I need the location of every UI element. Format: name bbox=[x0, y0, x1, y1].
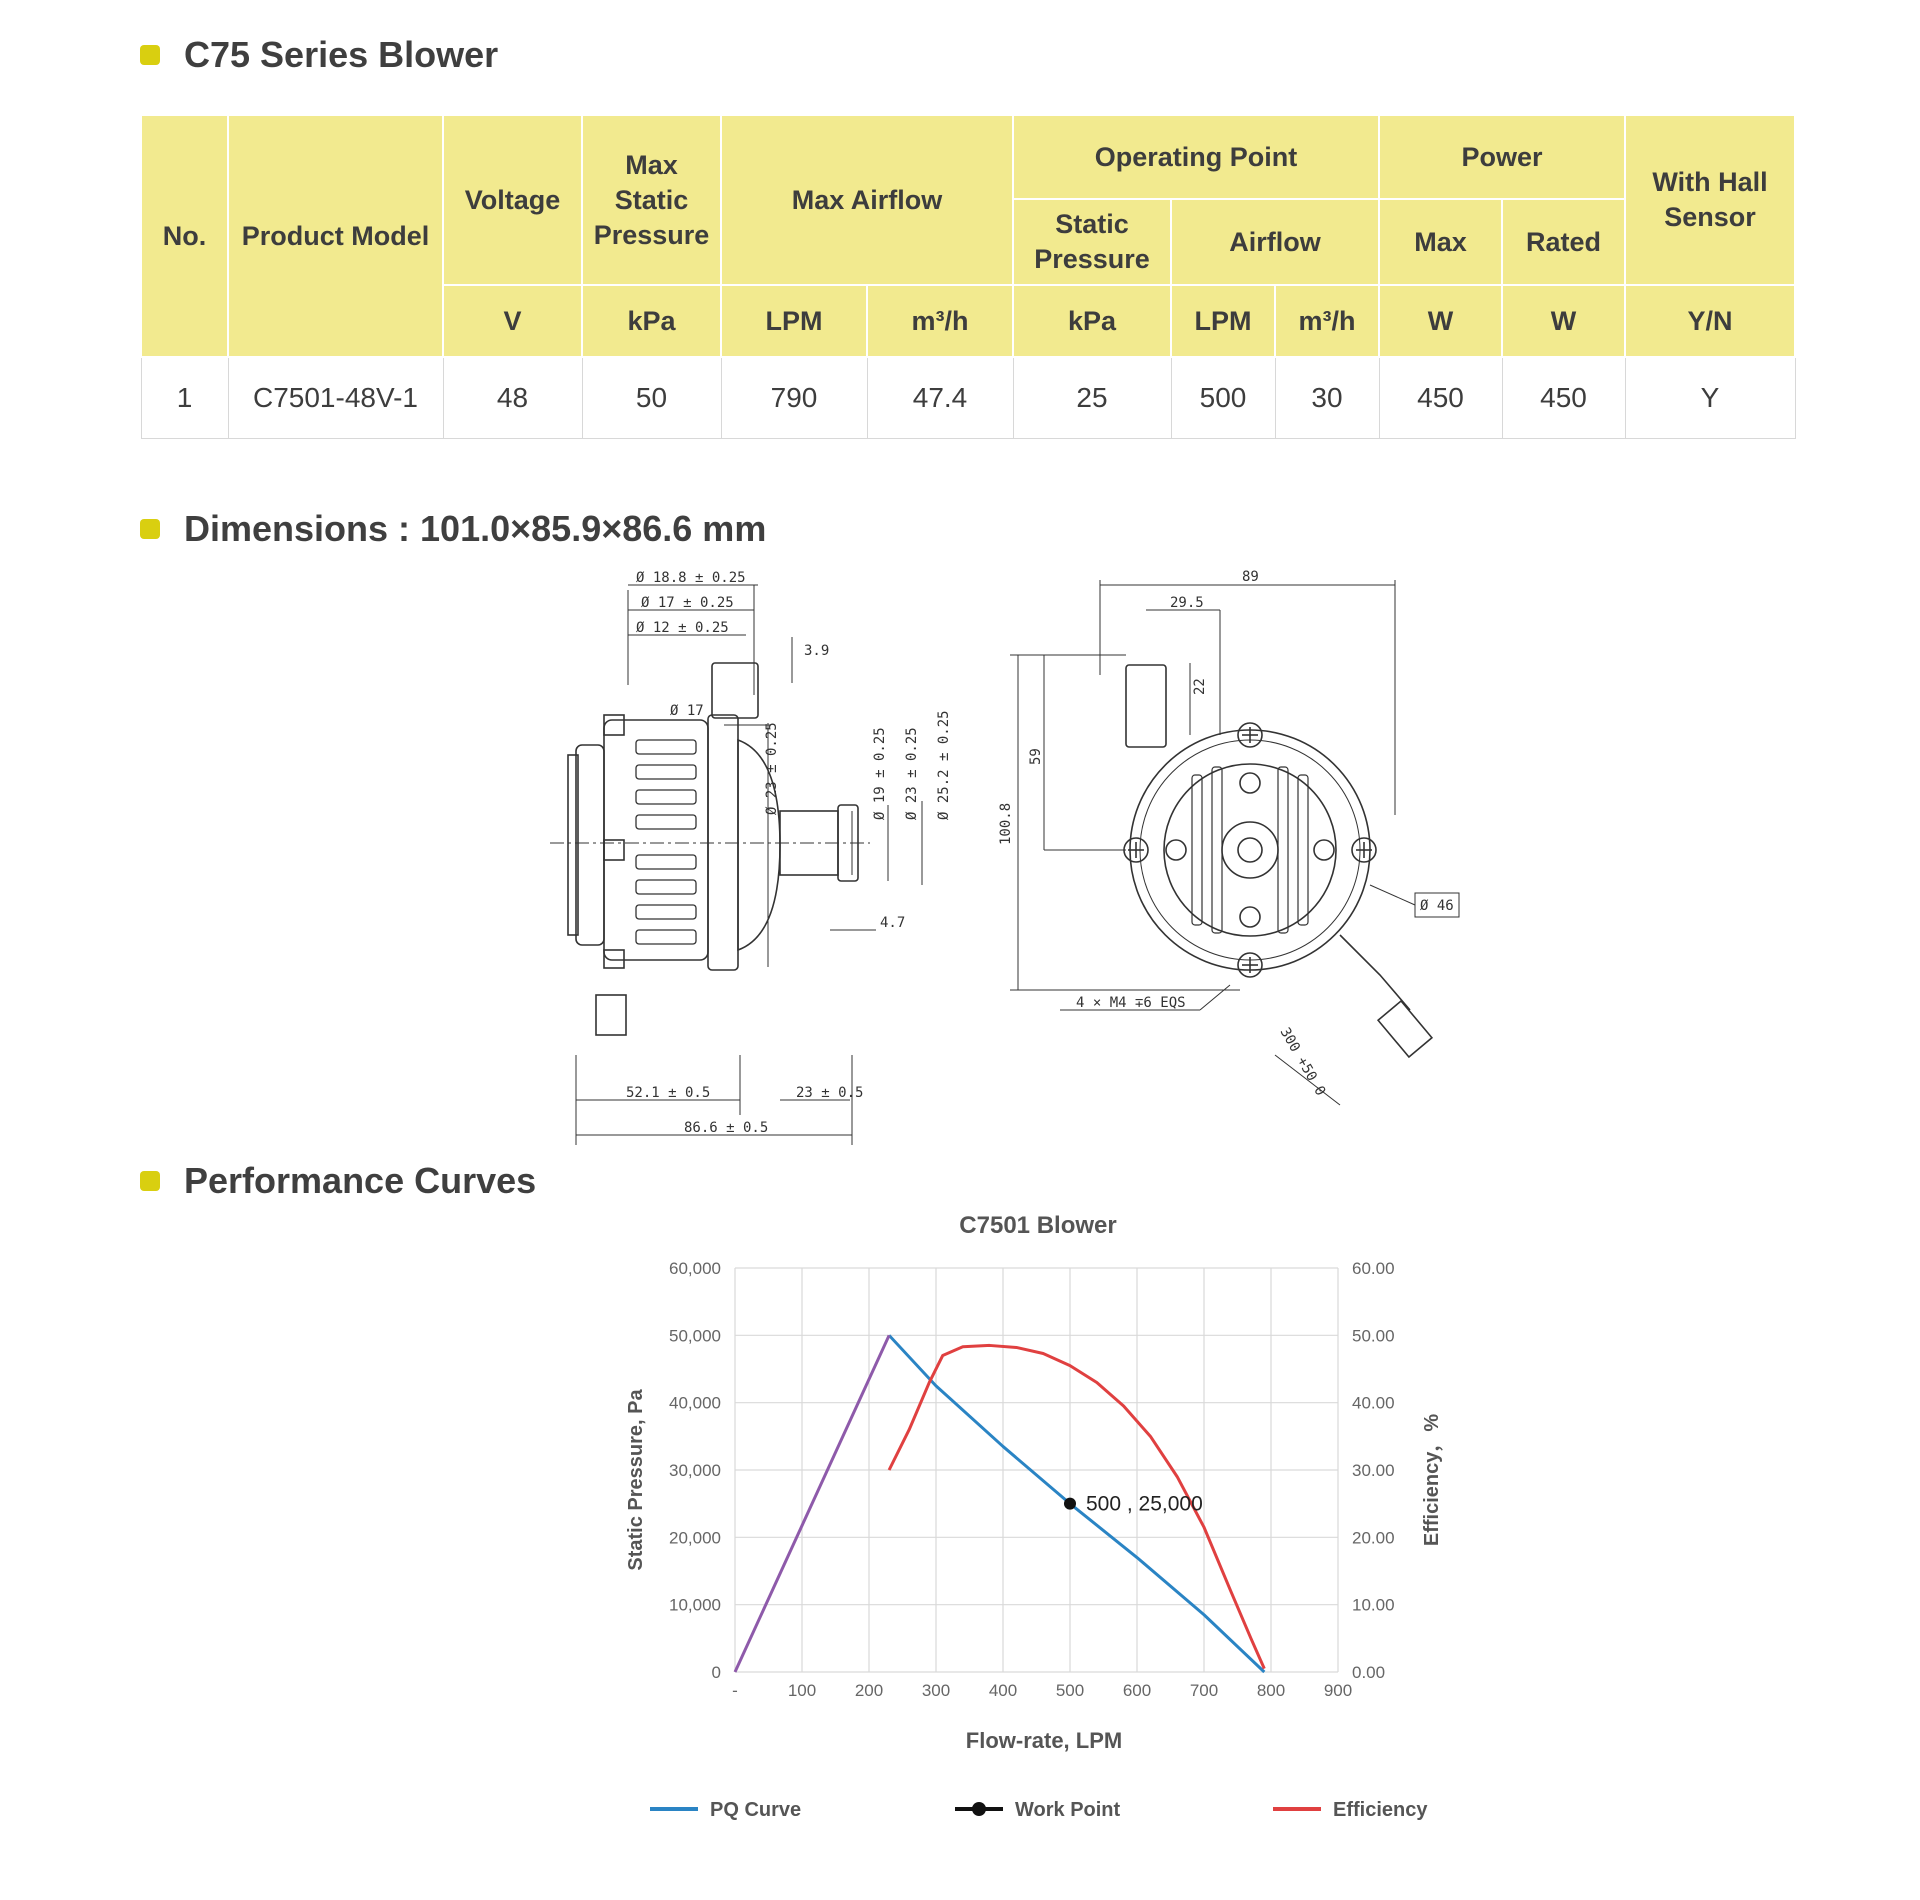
legend-label: PQ Curve bbox=[710, 1799, 802, 1821]
front-view bbox=[998, 569, 1459, 1105]
dim-d17b: Ø 17 bbox=[670, 703, 704, 719]
header-power-rated: Rated bbox=[1502, 199, 1625, 285]
front-fins bbox=[1192, 767, 1308, 933]
side-fins bbox=[636, 740, 696, 944]
dim-d47: 4.7 bbox=[880, 915, 906, 931]
header-no: No. bbox=[141, 115, 228, 357]
dim-d521: 52.1 ± 0.5 bbox=[626, 1085, 711, 1101]
chart-marks bbox=[735, 1335, 1264, 1672]
section-bullet-icon bbox=[140, 519, 160, 539]
cell-max-airflow-lpm: 790 bbox=[721, 357, 867, 439]
front-screws bbox=[1124, 723, 1376, 977]
dim-d18: Ø 18.8 ± 0.25 bbox=[636, 570, 746, 586]
front-cable bbox=[1340, 935, 1410, 1010]
y-axis-label: Static Pressure, Pa bbox=[625, 1389, 647, 1571]
dim-d19: Ø 19 ± 0.25 bbox=[872, 727, 888, 820]
y2-tick-label: 20.00 bbox=[1352, 1528, 1395, 1548]
dim-d23c: 23 ± 0.5 bbox=[796, 1085, 864, 1101]
header-power: Power bbox=[1379, 115, 1625, 199]
side-view bbox=[550, 570, 952, 1145]
dim-d89: 89 bbox=[1242, 569, 1259, 585]
section-title-dimensions bbox=[140, 508, 766, 550]
cell-op-static-pressure: 25 bbox=[1013, 357, 1171, 439]
header-op-static-pressure: Static Pressure bbox=[1013, 199, 1171, 285]
header-op-airflow: Airflow bbox=[1171, 199, 1379, 285]
legend-label: Work Point bbox=[1015, 1799, 1121, 1821]
section-title-text: Performance Curves bbox=[184, 1160, 537, 1201]
front-connector bbox=[1378, 1001, 1432, 1057]
y-tick-label: 20,000 bbox=[669, 1528, 721, 1548]
cell-hall-sensor: Y bbox=[1625, 357, 1795, 439]
header-power-max: Max bbox=[1379, 199, 1502, 285]
header-max-airflow: Max Airflow bbox=[721, 115, 1013, 285]
performance-chart bbox=[560, 1195, 1460, 1855]
legend-dot bbox=[972, 1802, 986, 1816]
y-tick-label: 10,000 bbox=[669, 1595, 721, 1615]
header-max-static-pressure: Max Static Pressure bbox=[582, 115, 721, 285]
dim-d46: Ø 46 bbox=[1420, 898, 1454, 914]
unit-voltage: V bbox=[443, 285, 582, 357]
y2-tick-label: 40.00 bbox=[1352, 1393, 1395, 1413]
x-axis-label: Flow-rate, LPM bbox=[965, 1728, 1123, 1753]
y2-tick-label: 50.00 bbox=[1352, 1326, 1395, 1346]
cell-no: 1 bbox=[141, 357, 228, 439]
x-tick-label: 500 bbox=[1055, 1681, 1085, 1700]
y2-tick-label: 10.00 bbox=[1352, 1595, 1395, 1615]
chart-axes bbox=[669, 1259, 1395, 1700]
front-hub bbox=[1222, 822, 1278, 878]
work-point-marker bbox=[1064, 1498, 1076, 1510]
side-connector bbox=[596, 995, 626, 1035]
section-title-blower bbox=[140, 34, 498, 76]
y-tick-label: 40,000 bbox=[669, 1393, 721, 1413]
front-shaft bbox=[1238, 838, 1262, 862]
spec-table bbox=[140, 114, 1796, 439]
header-operating-point: Operating Point bbox=[1013, 115, 1379, 199]
section-title-curves bbox=[140, 1160, 536, 1202]
x-tick-label: 100 bbox=[787, 1681, 817, 1700]
dim-d39: 3.9 bbox=[804, 643, 830, 659]
dim-d1008: 100.8 bbox=[998, 802, 1014, 845]
dim-d17: Ø 17 ± 0.25 bbox=[641, 595, 734, 611]
chart-legend bbox=[650, 1799, 1428, 1821]
x-tick-label: 800 bbox=[1256, 1681, 1286, 1700]
unit-op-static-pressure: kPa bbox=[1013, 285, 1171, 357]
y-tick-label: 0 bbox=[711, 1663, 721, 1682]
x-tick-label: 900 bbox=[1323, 1681, 1353, 1700]
table-row bbox=[141, 357, 1795, 439]
unit-power-max: W bbox=[1379, 285, 1502, 357]
cell-power-rated: 450 bbox=[1502, 357, 1625, 439]
cell-op-airflow-m3h: 30 bbox=[1275, 357, 1379, 439]
x-tick-label: 300 bbox=[921, 1681, 951, 1700]
side-dimension-lines bbox=[576, 585, 922, 1145]
unit-op-airflow-lpm: LPM bbox=[1171, 285, 1275, 357]
header-voltage: Voltage bbox=[443, 115, 582, 285]
dim-screws: 4 × M4 ∓6 EQS bbox=[1076, 995, 1186, 1011]
dim-d252: Ø 25.2 ± 0.25 bbox=[936, 710, 952, 820]
cell-max-static-pressure: 50 bbox=[582, 357, 721, 439]
front-motor-ring bbox=[1164, 764, 1336, 936]
x-tick-label: 200 bbox=[854, 1681, 884, 1700]
cell-model: C7501-48V-1 bbox=[228, 357, 443, 439]
dim-d22: 22 bbox=[1192, 678, 1208, 695]
cell-power-max: 450 bbox=[1379, 357, 1502, 439]
work-point-label: 500 , 25,000 bbox=[1086, 1492, 1203, 1516]
header-hall-sensor: With Hall Sensor bbox=[1625, 115, 1795, 285]
y2-axis-label: Efficiency，% bbox=[1421, 1413, 1443, 1547]
front-outlet bbox=[1126, 665, 1166, 747]
dim-cable: 300 +50 0 bbox=[1276, 1025, 1329, 1099]
section-bullet-icon bbox=[140, 1171, 160, 1191]
unit-power-rated: W bbox=[1502, 285, 1625, 357]
cell-max-airflow-m3h: 47.4 bbox=[867, 357, 1013, 439]
y-tick-label: 30,000 bbox=[669, 1461, 721, 1480]
x-tick-label: - bbox=[732, 1681, 738, 1700]
section-title-text: C75 Series Blower bbox=[184, 34, 499, 75]
x-tick-label: 400 bbox=[988, 1681, 1018, 1700]
dimension-drawing bbox=[540, 555, 1460, 1155]
dim-d59: 59 bbox=[1028, 748, 1044, 765]
side-screw-top bbox=[604, 715, 624, 735]
dim-d12: Ø 12 ± 0.25 bbox=[636, 620, 729, 636]
cell-op-airflow-lpm: 500 bbox=[1171, 357, 1275, 439]
unit-max-static-pressure: kPa bbox=[582, 285, 721, 357]
side-rear-cap bbox=[576, 745, 604, 945]
chart-title: C7501 Blower bbox=[959, 1212, 1117, 1239]
cell-voltage: 48 bbox=[443, 357, 582, 439]
series-line-rise bbox=[735, 1335, 889, 1672]
y2-tick-label: 30.00 bbox=[1352, 1461, 1395, 1480]
y-tick-label: 60,000 bbox=[669, 1259, 721, 1278]
x-tick-label: 600 bbox=[1122, 1681, 1152, 1700]
section-title-text: Dimensions : 101.0×85.9×86.6 mm bbox=[184, 508, 767, 549]
dim-d23a: Ø 23 ± 0.25 bbox=[764, 722, 780, 815]
unit-max-airflow-lpm: LPM bbox=[721, 285, 867, 357]
series-line-pq-curve bbox=[889, 1335, 1264, 1672]
y2-tick-label: 60.00 bbox=[1352, 1259, 1395, 1278]
unit-max-airflow-m3h: m³/h bbox=[867, 285, 1013, 357]
header-model: Product Model bbox=[228, 115, 443, 357]
x-tick-label: 700 bbox=[1189, 1681, 1219, 1700]
y-tick-label: 50,000 bbox=[669, 1326, 721, 1346]
chart-grid bbox=[735, 1268, 1338, 1672]
legend-label: Efficiency bbox=[1333, 1799, 1428, 1821]
dim-d866: 86.6 ± 0.5 bbox=[684, 1120, 769, 1136]
dim-d295: 29.5 bbox=[1170, 595, 1204, 611]
unit-hall-sensor: Y/N bbox=[1625, 285, 1795, 357]
unit-op-airflow-m3h: m³/h bbox=[1275, 285, 1379, 357]
section-bullet-icon bbox=[140, 45, 160, 65]
y2-tick-label: 0.00 bbox=[1352, 1663, 1386, 1682]
dim-d23b: Ø 23 ± 0.25 bbox=[904, 727, 920, 820]
side-outlet-nozzle bbox=[712, 663, 758, 718]
